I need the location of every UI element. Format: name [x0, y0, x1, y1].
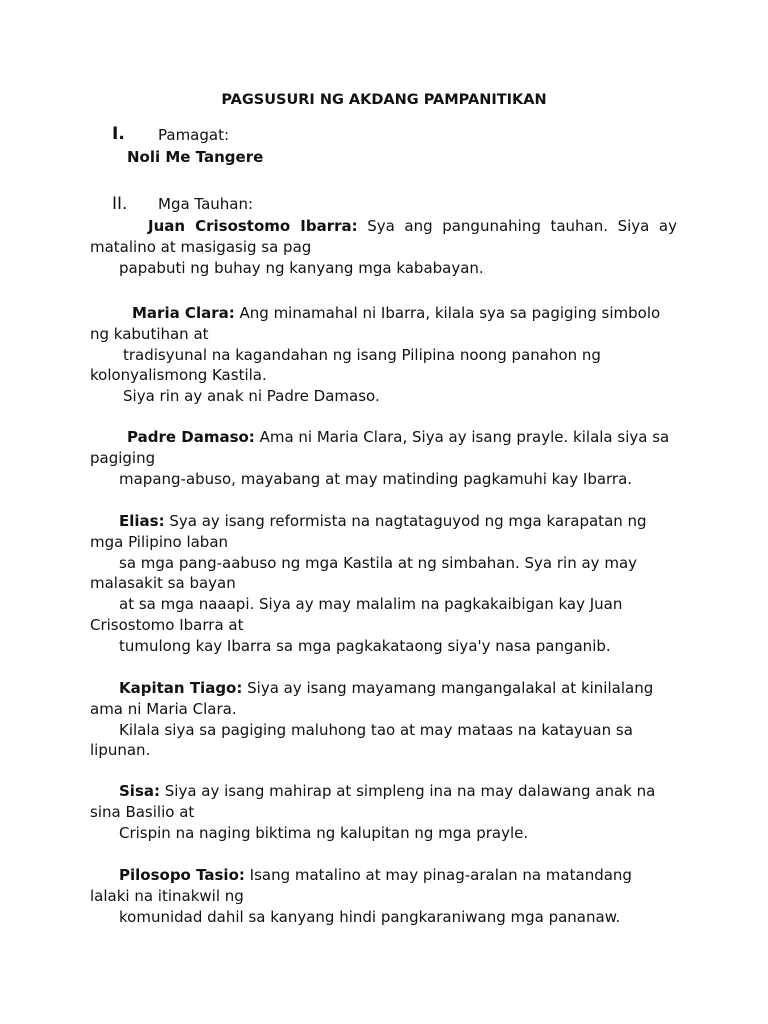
section-label-pamagat: Pamagat: [158, 126, 230, 144]
description-line: matalino at masigasig sa pag [90, 237, 312, 256]
character-padre-damaso [90, 427, 677, 489]
description-line: Crisostomo Ibarra at [90, 615, 244, 634]
character-name: Sisa: [119, 782, 160, 800]
character-name: Elias: [119, 512, 165, 530]
section-numeral-1: I. [112, 124, 125, 144]
description-line: lalaki na itinakwil ng [90, 886, 244, 905]
character-name: Juan Crisostomo Ibarra: [148, 217, 358, 235]
character-pilosopo-tasio [90, 865, 677, 927]
description-line: malasakit sa bayan [90, 574, 236, 593]
description-line: mga Pilipino laban [90, 532, 229, 551]
description-line: ama ni Maria Clara. [90, 699, 237, 718]
character-maria-clara [90, 303, 677, 407]
description-line: kolonyalismong Kastila. [90, 366, 267, 385]
description-line: at sa mga naaapi. Siya ay may malalim na pagkakaibigan kay Juan [119, 595, 623, 614]
description-line: sina Basilio at [90, 802, 195, 821]
section-label-mga-tauhan: Mga Tauhan: [158, 195, 254, 213]
description-line: ng kabutihan at [90, 324, 209, 343]
section-numeral-2: II. [112, 194, 128, 214]
description-line: tradisyunal na kagandahan ng isang Pilipina noong panahon ng [123, 345, 601, 364]
description-line: Kilala siya sa pagiging maluhong tao at may mataas na katayuan sa [119, 720, 633, 739]
document-title: PAGSUSURI NG AKDANG PAMPANITIKAN [221, 92, 547, 108]
character-name: Kapitan Tiago: [119, 679, 243, 697]
character-description: Ang minamahal ni Ibarra, kilala sya sa pagiging simbolo [239, 304, 661, 322]
description-line: pagiging [90, 448, 156, 467]
character-kapitan-tiago [90, 678, 677, 761]
character-name: Pilosopo Tasio: [119, 866, 245, 884]
description-line: lipunan. [90, 741, 151, 760]
description-line: komunidad dahil sa kanyang hindi pangkaraniwang mga pananaw. [119, 907, 621, 926]
character-description: Sya ang pangunahing tauhan. Siya ay [367, 217, 677, 235]
character-description: Siya ay isang mahirap at simpleng ina na may dalawang anak na [164, 782, 656, 800]
character-sisa [90, 781, 677, 843]
description-line: sa mga pang-aabuso ng mga Kastila at ng simbahan. Sya rin ay may [119, 553, 638, 572]
description-line: tumulong kay Ibarra sa mga pagkakataong siya'y nasa panganib. [119, 636, 611, 655]
character-description: Ama ni Maria Clara, Siya ay isang prayle. kilala siya sa [259, 428, 670, 446]
character-description: Siya ay isang mayamang mangangalakal at kinilalang [247, 679, 654, 697]
character-description: Sya ay isang reformista na nagtataguyod ng mga karapatan ng [169, 512, 647, 530]
character-name: Padre Damaso: [127, 428, 255, 446]
character-ibarra [90, 216, 677, 278]
novel-title: Noli Me Tangere [127, 148, 264, 166]
character-elias [90, 511, 677, 657]
character-description: Isang matalino at may pinag-aralan na matandang [249, 866, 632, 884]
description-line: Crispin na naging biktima ng kalupitan ng mga prayle. [119, 823, 529, 842]
character-name: Maria Clara: [132, 304, 235, 322]
description-line: Siya rin ay anak ni Padre Damaso. [123, 387, 380, 406]
description-line: papabuti ng buhay ng kanyang mga kababayan. [119, 258, 484, 277]
description-line: mapang-abuso, mayabang at may matinding pagkamuhi kay Ibarra. [119, 469, 633, 488]
